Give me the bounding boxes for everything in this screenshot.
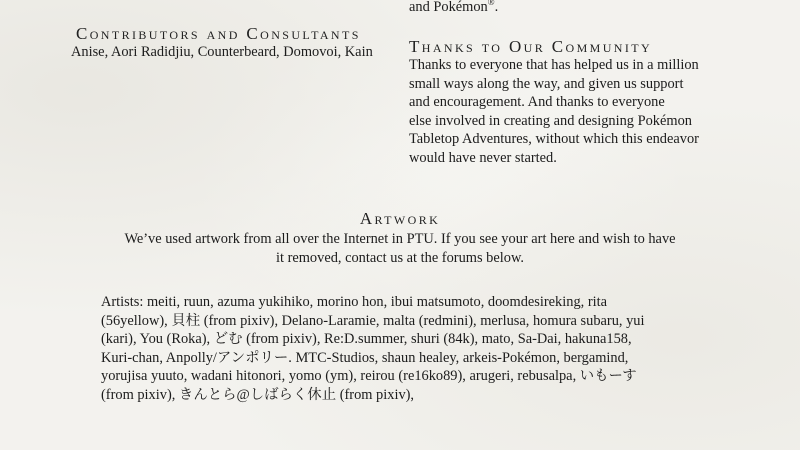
thanks-line: would have never started.: [409, 149, 557, 166]
artists-line: (56yellow), 貝柱 (from pixiv), Delano-Laramie, malta (redmini), merlusa, homura subaru, yui: [101, 312, 645, 329]
thanks-line: else involved in creating and designing Pokémon: [409, 112, 692, 129]
thanks-line: Thanks to everyone that has helped us in a million: [409, 57, 699, 73]
thanks-line: and encouragement. And thanks to everyone: [409, 94, 665, 111]
registered-mark: ®: [487, 0, 495, 8]
artwork-intro-line: We’ve used artwork from all over the Internet in PTU. If you see your art here and wish to have: [124, 231, 676, 247]
artwork-intro: [0, 230, 800, 267]
contributors-heading: Contributors and Consultants: [76, 24, 361, 43]
pokemon-trademark-line: [409, 0, 729, 17]
thanks-line: small ways along the way, and given us support: [409, 75, 684, 92]
artists-line: (from pixiv), きんとら@しばらく休止 (from pixiv),: [101, 386, 415, 403]
pokemon-line-text: and Pokémon: [409, 0, 488, 15]
artists-line: Artists: meiti, ruun, azuma yukihiko, morino hon, ibui matsumoto, doomdesireking, rita: [101, 294, 608, 310]
thanks-line: Tabletop Adventures, without which this endeavor: [409, 131, 699, 148]
artists-line: yorujisa yuuto, wadani hitonori, yomo (ym), reirou (re16ko89), arugeri, rebusalpa, いもーす: [101, 368, 637, 385]
thanks-heading: Thanks to Our Community: [409, 37, 653, 56]
artists-list: [101, 293, 741, 405]
artists-line: (kari), You (Roka), どむ (from pixiv), Re:D.summer, shuri (84k), mato, Sa-Dai, hakuna158,: [101, 331, 632, 348]
pokemon-line-period: .: [494, 0, 499, 15]
artwork-heading: Artwork: [359, 209, 441, 228]
artists-line: Kuri-chan, Anpolly/アンポリー. MTC-Studios, shaun healey, arkeis-Pokémon, bergamind,: [101, 349, 629, 366]
artwork-intro-line: it removed, contact us at the forums below.: [275, 249, 525, 266]
thanks-paragraph: [409, 56, 729, 168]
contributors-names: Anise, Aori Radidjiu, Counterbeard, Domovoi, Kain: [71, 44, 373, 60]
